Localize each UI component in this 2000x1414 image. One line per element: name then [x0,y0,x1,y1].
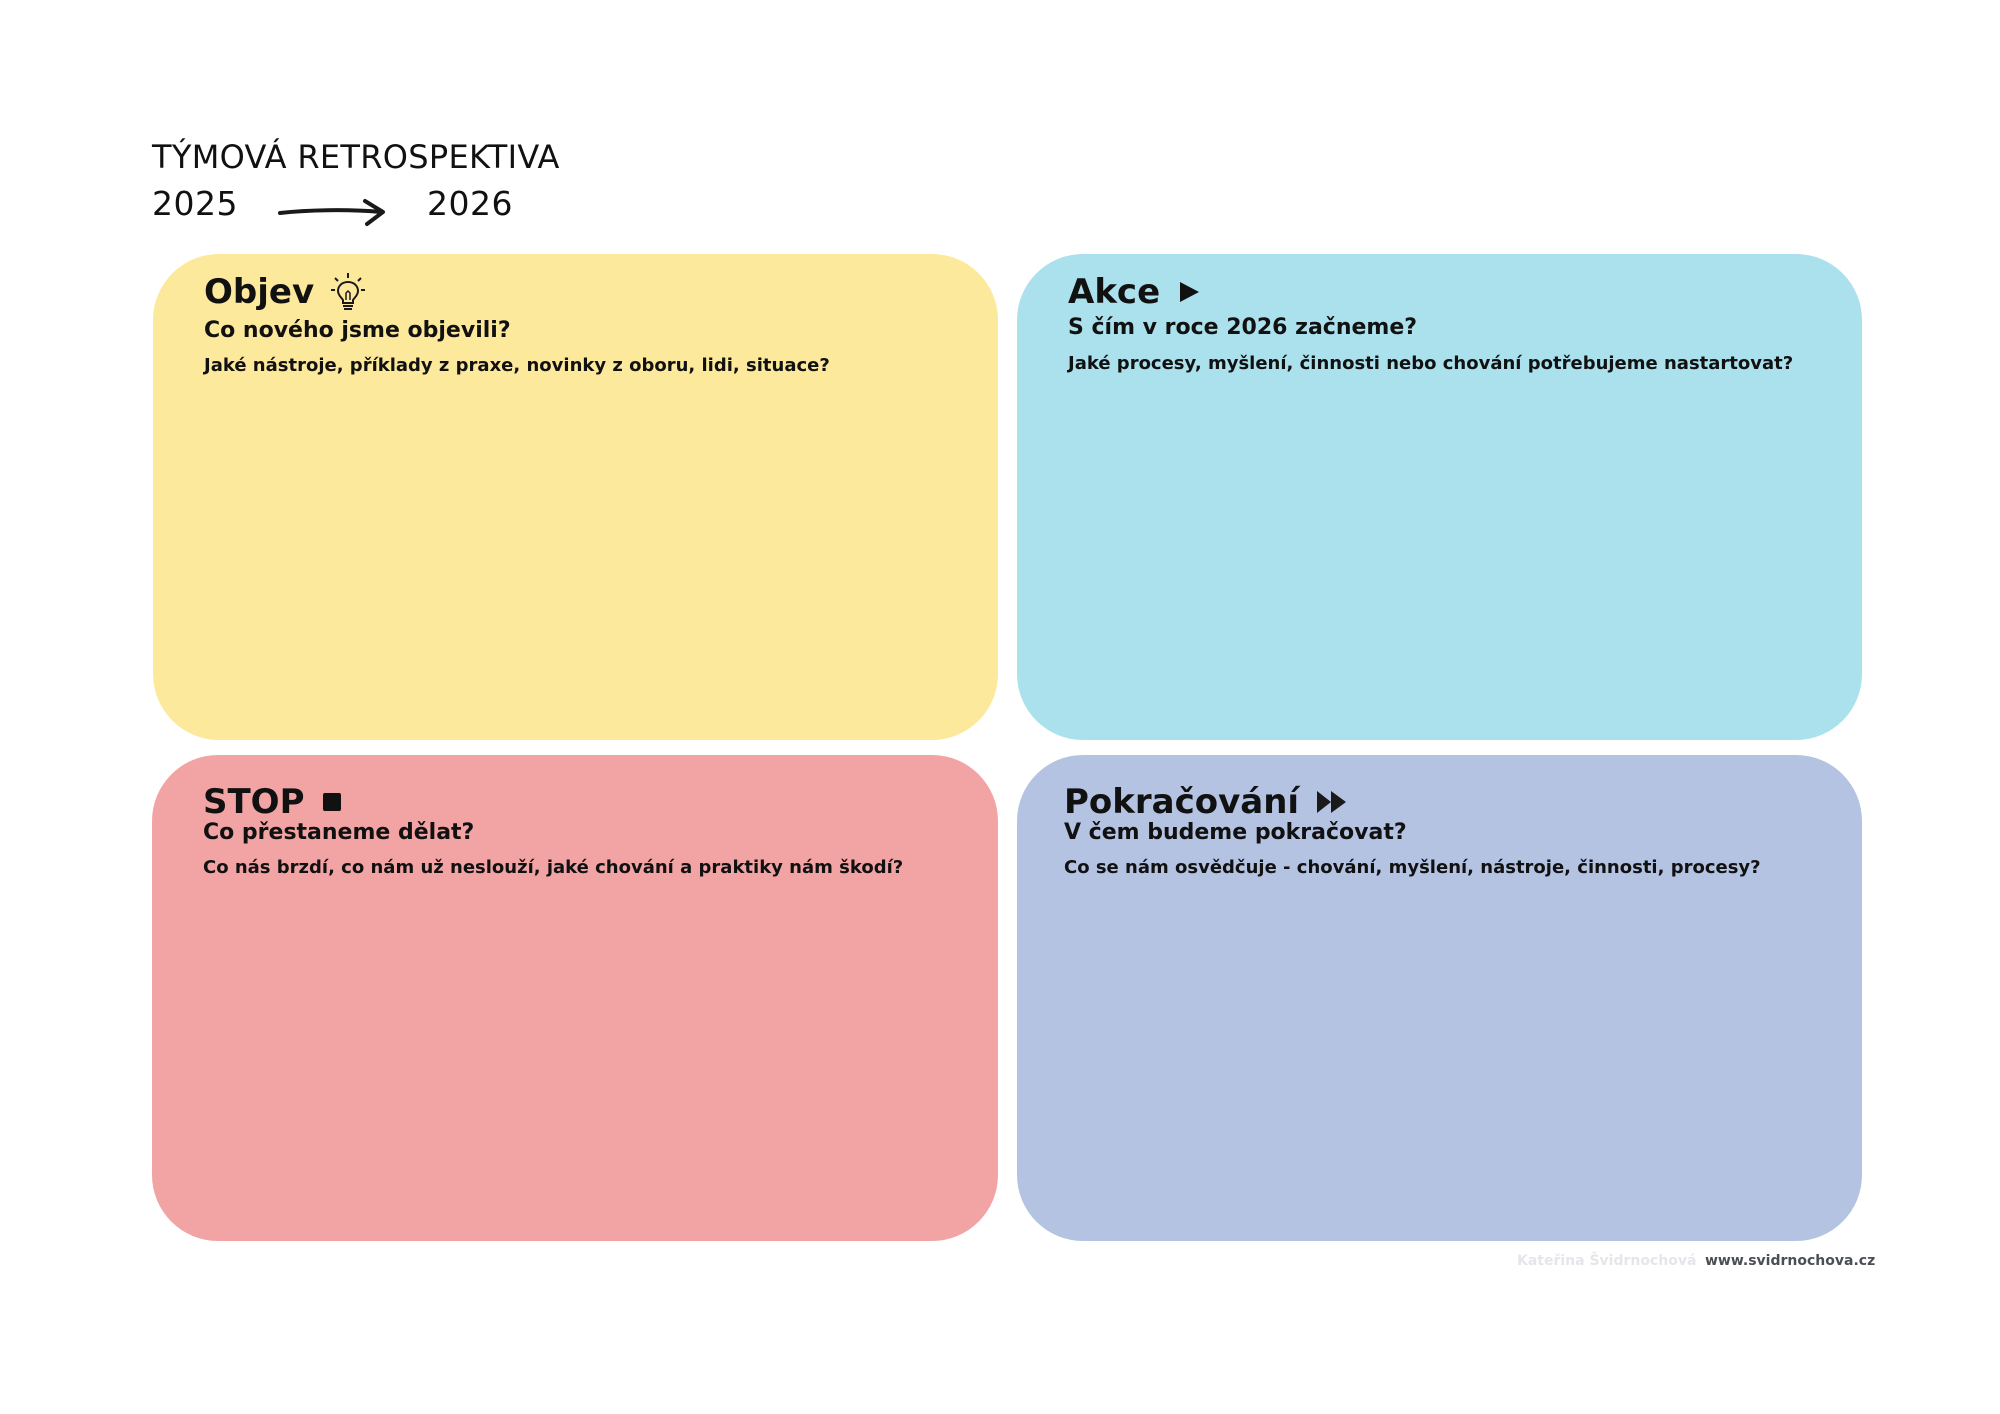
card-action-header [1068,272,1202,312]
card-continue-header [1064,782,1349,822]
card-stop-prompt: Co nás brzdí, co nám už neslouží, jaké chování a praktiky nám škodí? [203,857,904,878]
card-stop-question: Co přestaneme dělat? [203,820,475,845]
card-continue-prompt: Co se nám osvědčuje - chování, myšlení, nástroje, činnosti, procesy? [1064,857,1761,878]
card-continue-title: Pokračování [1064,782,1300,822]
year-to: 2026 [427,184,513,223]
arrow-right-icon [277,196,393,230]
card-action-question: S čím v roce 2026 začneme? [1068,315,1418,340]
page-title: TÝMOVÁ RETROSPEKTIVA [152,138,560,176]
card-discovery-question: Co nového jsme objevili? [204,318,511,343]
card-discovery-prompt: Jaké nástroje, příklady z praxe, novinky z oboru, lidi, situace? [204,355,830,376]
card-stop-title: STOP [203,782,305,822]
year-from: 2025 [152,184,238,223]
fast-forward-icon [1315,788,1349,816]
card-action[interactable] [1017,254,1862,740]
card-action-title: Akce [1068,272,1161,312]
card-continue[interactable] [1017,755,1862,1241]
footer-author: Kateřina Švidrnochová [1517,1253,1697,1269]
card-continue-question: V čem budeme pokračovat? [1064,820,1407,845]
card-discovery-header [204,272,366,312]
card-discovery[interactable] [153,254,998,740]
footer-website[interactable]: www.svidrnochova.cz [1705,1253,1876,1269]
card-stop-header [203,782,343,822]
card-action-prompt: Jaké procesy, myšlení, činnosti nebo chování potřebujeme nastartovat? [1068,353,1794,374]
lightbulb-icon [330,272,366,312]
stop-icon [321,791,343,813]
card-discovery-title: Objev [204,272,315,312]
card-stop[interactable] [152,755,998,1241]
play-icon [1176,279,1202,305]
